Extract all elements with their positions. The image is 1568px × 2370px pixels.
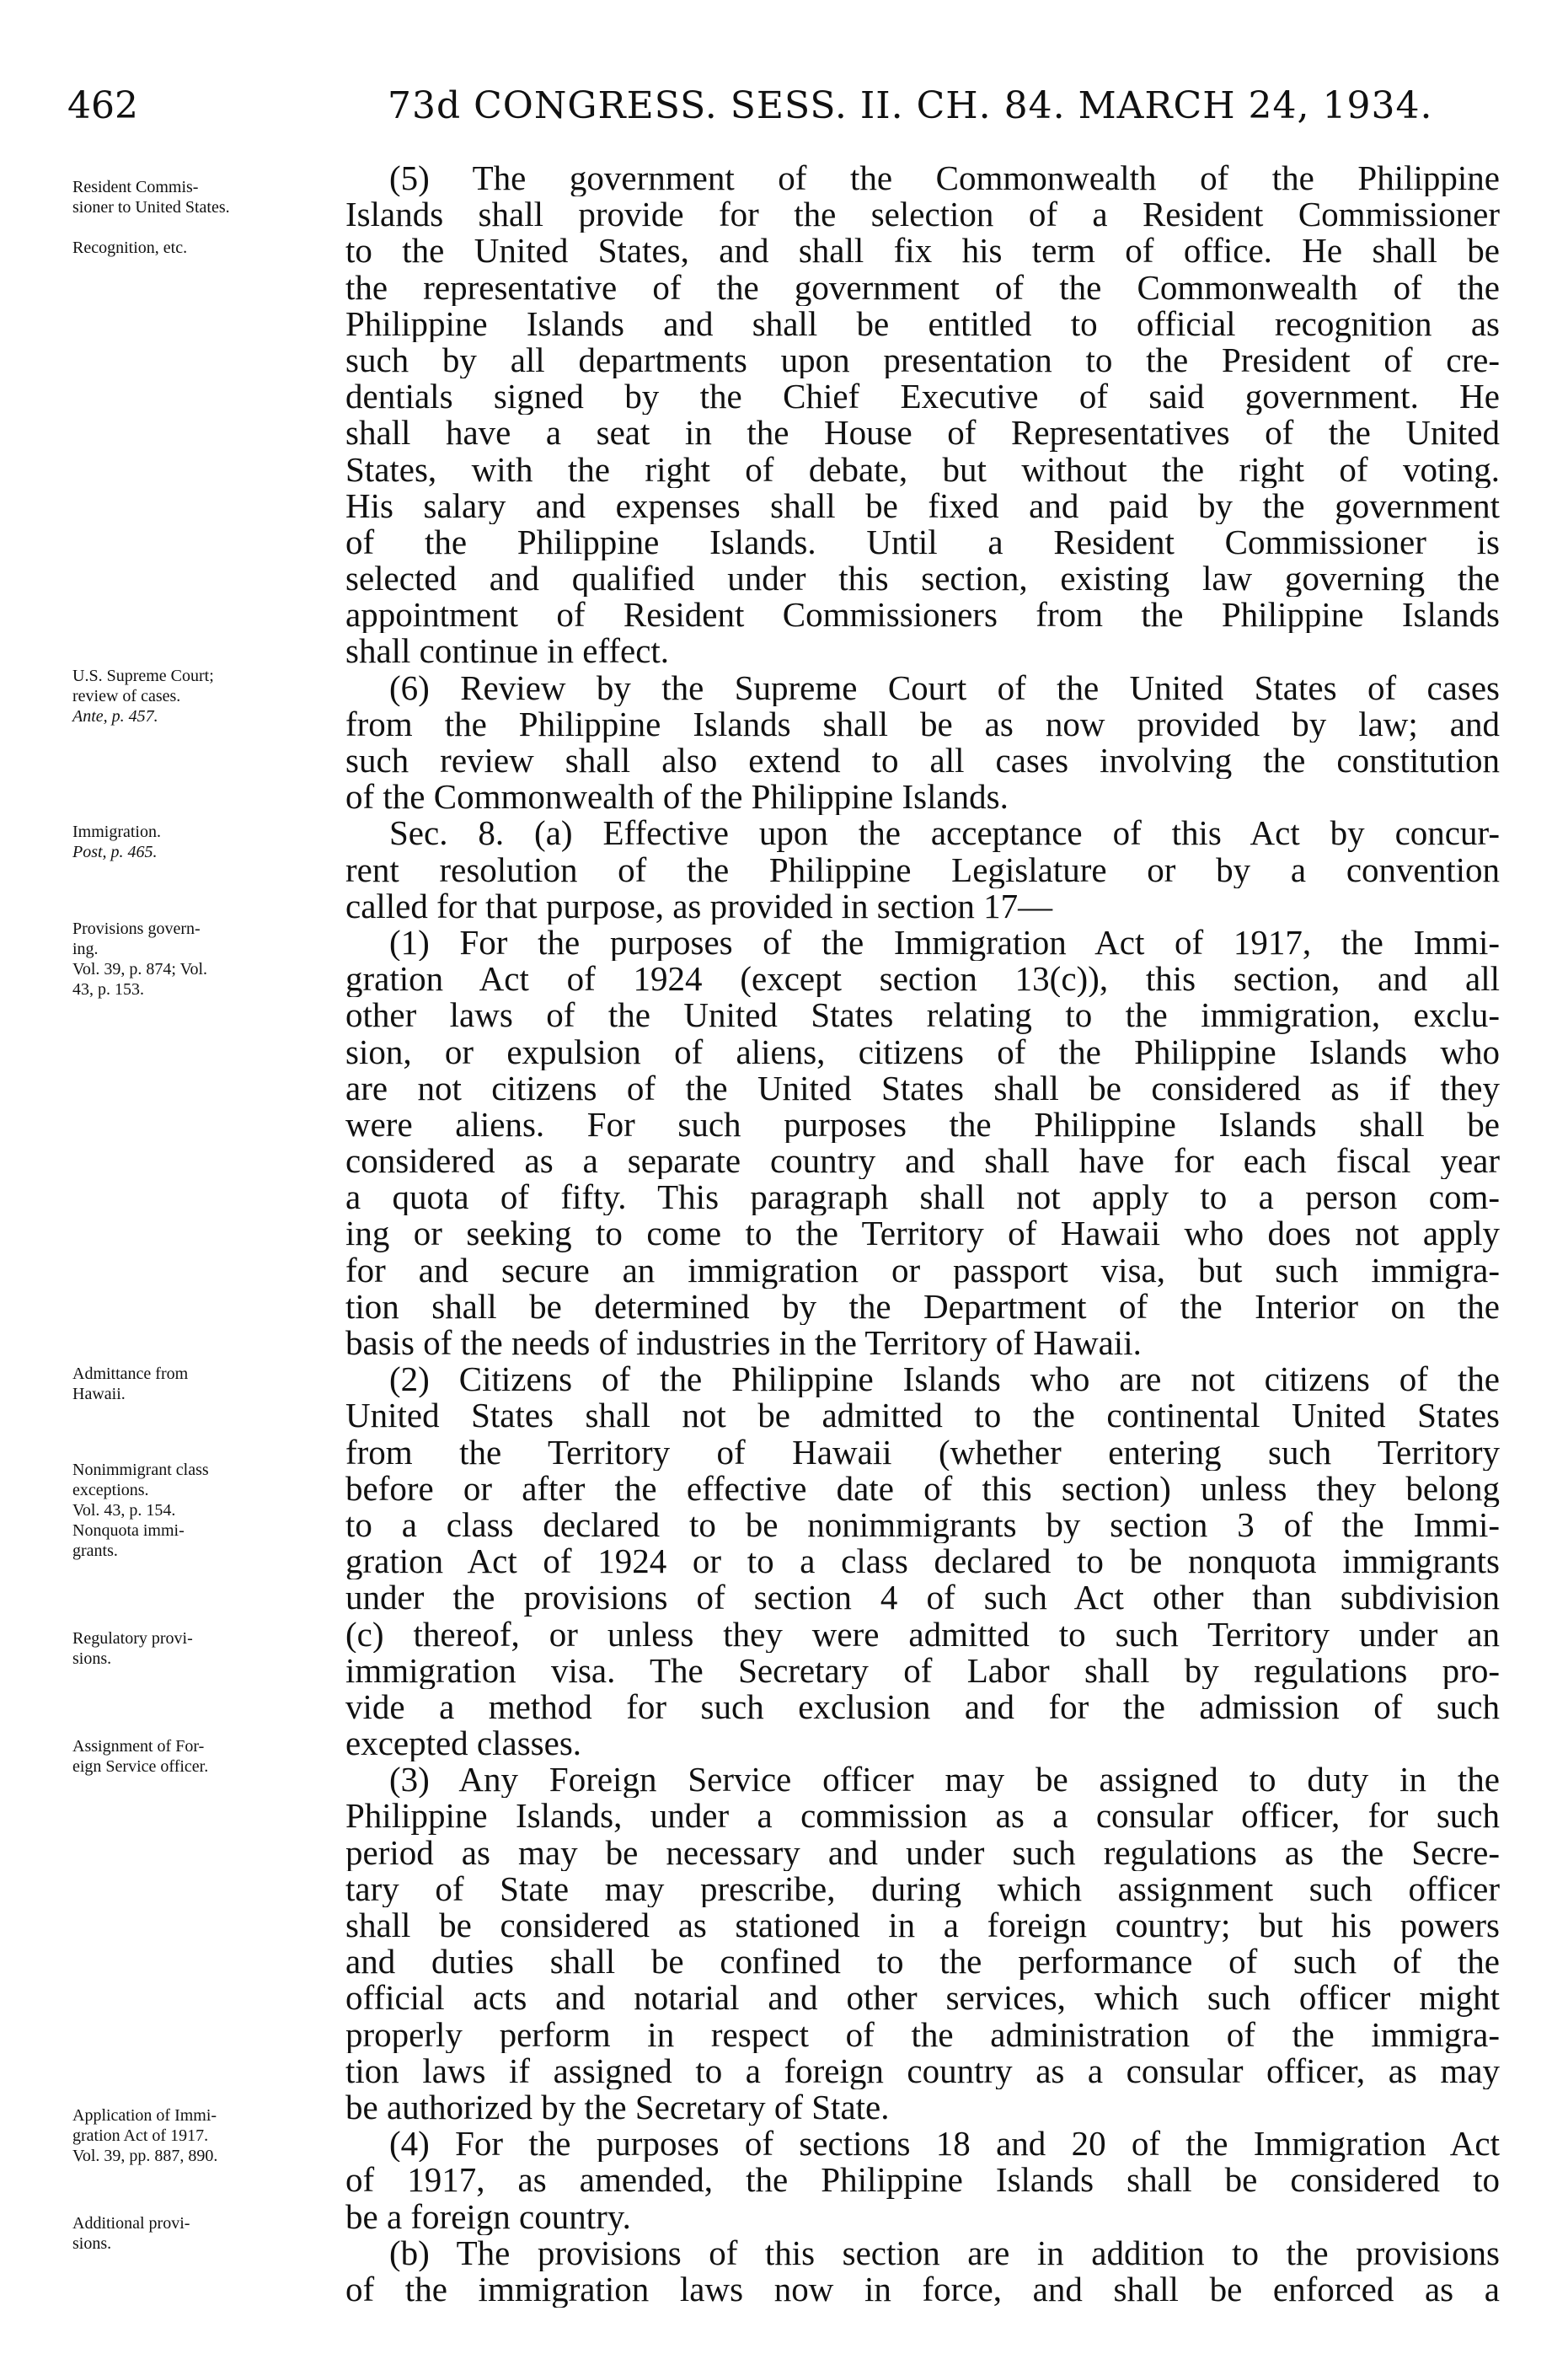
text-line: properly perform in respect of the administration of the immigra- — [345, 2016, 1500, 2053]
text-line: United States shall not be admitted to the continental United States — [345, 1397, 1500, 1434]
text-line: other laws of the United States relating to the immigration, exclu- — [345, 997, 1500, 1034]
text-line: (4) For the purposes of sections 18 and 20 of the Immigration Act — [389, 2126, 1500, 2163]
text-line: and duties shall be confined to the performance of such of the — [345, 1944, 1500, 1981]
margin-note: Resident Commis- sioner to United States. — [72, 178, 230, 217]
margin-note: Additional provi- sions. — [72, 2214, 190, 2253]
text-line: (6) Review by the Supreme Court of the United States of cases — [389, 669, 1500, 706]
text-line: basis of the needs of industries in the Territory of Hawaii. — [345, 1325, 1142, 1362]
text-line: immigration visa. The Secretary of Labor shall by regulations pro- — [345, 1652, 1500, 1689]
margin-notes — [72, 177, 342, 2335]
text-line: before or after the effective date of this section) unless they belong — [345, 1470, 1500, 1507]
text-line: from the Philippine Islands shall be as now provided by law; and — [345, 705, 1500, 743]
text-line: of 1917, as amended, the Philippine Islands shall be considered to — [345, 2162, 1500, 2199]
text-line: be a foreign country. — [345, 2198, 631, 2235]
text-line: tion shall be determined by the Department of the Interior on the — [345, 1288, 1500, 1325]
text-line: of the Philippine Islands. Until a Resident Commissioner is — [345, 523, 1500, 561]
margin-note: U.S. Supreme Court; review of cases. Ante, p. 457. — [72, 667, 214, 726]
text-line: His salary and expenses shall be fixed and paid by the government — [345, 487, 1500, 524]
margin-note: Assignment of For- eign Service officer. — [72, 1737, 209, 1776]
text-line: (2) Citizens of the Philippine Islands who are not citizens of the — [389, 1361, 1500, 1398]
page-header — [0, 81, 1568, 140]
margin-note: Immigration. Post, p. 465. — [72, 823, 161, 861]
text-line: of the immigration laws now in force, and shall be enforced as a — [345, 2271, 1500, 2308]
text-line: period as may be necessary and under such regulations as the Secre- — [345, 1834, 1500, 1871]
text-line: tion laws if assigned to a foreign country as a consular officer, as may — [345, 2052, 1500, 2089]
text-line: a quota of fifty. This paragraph shall not apply to a person com- — [345, 1179, 1500, 1216]
text-line: called for that purpose, as provided in section 17— — [345, 887, 1053, 925]
text-line: Islands shall provide for the selection of a Resident Commissioner — [345, 196, 1500, 233]
margin-note: Admittance from Hawaii. — [72, 1365, 189, 1403]
text-line: vide a method for such exclusion and for the admission of such — [345, 1688, 1500, 1726]
text-line: (c) thereof, or unless they were admitted to such Territory under an — [345, 1616, 1500, 1653]
text-line: excepted classes. — [345, 1725, 582, 1762]
text-line: Sec. 8. (a) Effective upon the acceptance of this Act by concur- — [389, 815, 1500, 852]
running-head: 73d CONGRESS. SESS. II. CH. 84. MARCH 24, 1934. — [388, 84, 1433, 127]
text-line: are not citizens of the United States shall be considered as if they — [345, 1070, 1500, 1107]
text-line: (5) The government of the Commonwealth of the Philippine — [389, 160, 1500, 197]
margin-note: Provisions govern- ing. Vol. 39, p. 874; Vol. 43, p. 153. — [72, 920, 208, 999]
body-text — [345, 160, 1500, 2308]
text-line: were aliens. For such purposes the Philippine Islands shall be — [345, 1106, 1500, 1144]
text-line: States, with the right of debate, but without the right of voting. — [345, 451, 1500, 488]
text-line: be authorized by the Secretary of State. — [345, 2088, 890, 2126]
text-line: selected and qualified under this section, existing law governing the — [345, 560, 1500, 598]
text-line: Philippine Islands and shall be entitled to official recognition as — [345, 305, 1500, 342]
text-line: gration Act of 1924 or to a class declared to be nonquota immigrants — [345, 1543, 1500, 1580]
text-line: such review shall also extend to all cases involving the constitution — [345, 743, 1500, 780]
text-line: sion, or expulsion of aliens, citizens of the Philippine Islands who — [345, 1033, 1500, 1070]
text-line: Philippine Islands, under a commission as a consular officer, for such — [345, 1798, 1500, 1835]
margin-note: Nonquota immi- grants. — [72, 1521, 185, 1560]
margin-note: Regulatory provi- sions. — [72, 1629, 193, 1668]
text-line: gration Act of 1924 (except section 13(c)), this section, and all — [345, 961, 1500, 998]
text-line: shall be considered as stationed in a foreign country; but his powers — [345, 1907, 1500, 1944]
text-line: rent resolution of the Philippine Legislature or by a convention — [345, 851, 1500, 888]
text-line: to the United States, and shall fix his term of office. He shall be — [345, 233, 1500, 270]
margin-note: Nonimmigrant class exceptions. Vol. 43, p. 154. — [72, 1461, 209, 1520]
text-line: of the Commonwealth of the Philippine Islands. — [345, 779, 1009, 816]
page-number: 462 — [67, 84, 138, 127]
text-line: the representative of the government of the Commonwealth of the — [345, 269, 1500, 306]
text-line: to a class declared to be nonimmigrants by section 3 of the Immi- — [345, 1506, 1500, 1544]
text-line: considered as a separate country and shall have for each fiscal year — [345, 1143, 1500, 1180]
margin-note: Recognition, etc. — [72, 239, 188, 257]
text-line: ing or seeking to come to the Territory of Hawaii who does not apply — [345, 1215, 1500, 1252]
text-line: tary of State may prescribe, during which assignment such officer — [345, 1870, 1500, 1907]
text-line: official acts and notarial and other services, which such officer might — [345, 1980, 1500, 2017]
text-line: under the provisions of section 4 of such Act other than subdivision — [345, 1579, 1500, 1617]
text-line: such by all departments upon presentation to the President of cre- — [345, 341, 1500, 379]
text-line: shall have a seat in the House of Representatives of the United — [345, 415, 1500, 452]
margin-note: Application of Immi- gration Act of 1917. Vol. 39, pp. 887, 890. — [72, 2106, 218, 2165]
text-line: (1) For the purposes of the Immigration Act of 1917, the Immi- — [389, 924, 1500, 962]
text-line: shall continue in effect. — [345, 633, 670, 670]
text-line: from the Territory of Hawaii (whether entering such Territory — [345, 1434, 1500, 1471]
text-line: for and secure an immigration or passport visa, but such immigra- — [345, 1252, 1500, 1289]
text-line: (3) Any Foreign Service officer may be assigned to duty in the — [389, 1761, 1500, 1799]
text-line: appointment of Resident Commissioners from the Philippine Islands — [345, 597, 1500, 634]
text-line: dentials signed by the Chief Executive of said government. He — [345, 378, 1500, 416]
text-line: (b) The provisions of this section are in addition to the provisions — [389, 2234, 1500, 2271]
